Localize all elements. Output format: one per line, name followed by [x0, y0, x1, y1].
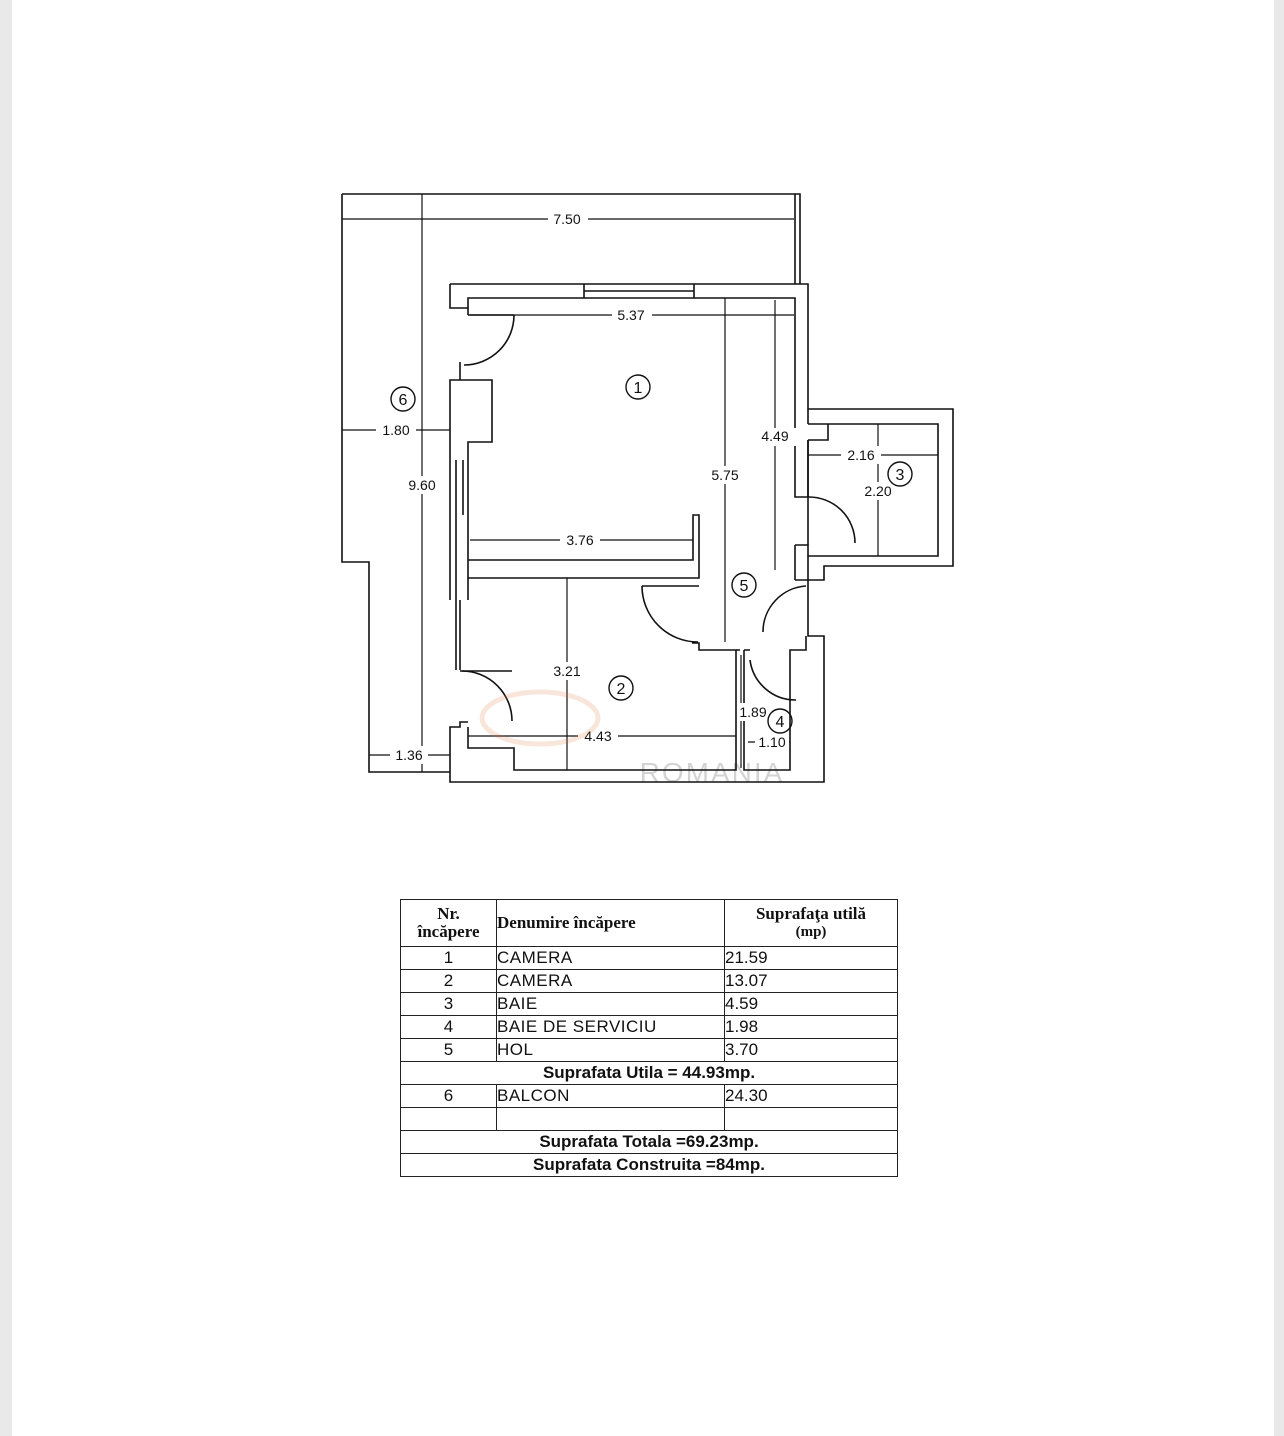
- header-name: Denumire încăpere: [497, 900, 725, 947]
- cell-name: CAMERA: [497, 947, 725, 970]
- room-marker: 3: [895, 467, 905, 484]
- dim-label: 2.20: [864, 483, 892, 499]
- dim-label: 1.80: [382, 422, 410, 438]
- cell-area: 24.30: [725, 1085, 898, 1108]
- header-area: [725, 900, 898, 947]
- room-marker: 6: [398, 392, 408, 409]
- room-marker: 4: [775, 714, 785, 731]
- summary-row: [401, 1154, 898, 1177]
- cell-area: 4.59: [725, 993, 898, 1016]
- room-marker: 1: [633, 380, 643, 397]
- cell-name: BALCON: [497, 1085, 725, 1108]
- dim-label: 4.43: [584, 728, 612, 744]
- dim-label: 3.21: [553, 663, 581, 679]
- table-row: [401, 993, 898, 1016]
- cell-nr: 6: [401, 1085, 497, 1108]
- dim-label: 3.76: [566, 532, 594, 548]
- cell-nr: 4: [401, 1016, 497, 1039]
- cell-nr: 3: [401, 993, 497, 1016]
- cell-area: 13.07: [725, 970, 898, 993]
- cell-area: 1.98: [725, 1016, 898, 1039]
- room-area-table: [400, 899, 898, 1177]
- dim-label: 1.10: [758, 734, 786, 750]
- cell-name: BAIE: [497, 993, 725, 1016]
- watermark-text: ROMANIA: [639, 757, 785, 788]
- dim-label: 2.16: [847, 447, 875, 463]
- cell-area: 3.70: [725, 1039, 898, 1062]
- summary-row: [401, 1131, 898, 1154]
- dim-label: 7.50: [553, 211, 581, 227]
- construita-total: Suprafata Construita =84mp.: [401, 1154, 898, 1177]
- room-marker: 5: [739, 578, 749, 595]
- summary-row: [401, 1062, 898, 1085]
- cell-nr: 2: [401, 970, 497, 993]
- table-row: [401, 970, 898, 993]
- cell-nr: 1: [401, 947, 497, 970]
- floor-plan: [12, 0, 1274, 880]
- cell-name: BAIE DE SERVICIU: [497, 1016, 725, 1039]
- dim-label: 5.37: [617, 307, 645, 323]
- header-area-title: Suprafaţa utilă: [755, 904, 867, 923]
- totala-total: Suprafata Totala =69.23mp.: [401, 1131, 898, 1154]
- table-row: [401, 1085, 898, 1108]
- dim-label: 4.49: [761, 428, 789, 444]
- table-row: [401, 947, 898, 970]
- cell-nr: 5: [401, 1039, 497, 1062]
- dim-label: 9.60: [408, 477, 436, 493]
- room-marker: 2: [616, 681, 626, 698]
- cell-name: [497, 1108, 725, 1131]
- cell-area: [725, 1108, 898, 1131]
- header-nr-line2: încăpere: [417, 922, 480, 941]
- document-page: [12, 0, 1274, 1436]
- header-nr: [401, 900, 497, 947]
- header-nr-line1: Nr.: [437, 904, 460, 923]
- table-row: [401, 1016, 898, 1039]
- cell-name: HOL: [497, 1039, 725, 1062]
- cell-name: CAMERA: [497, 970, 725, 993]
- cell-nr: [401, 1108, 497, 1131]
- header-area-unit: (mp): [795, 924, 827, 940]
- dim-label: 1.36: [395, 747, 423, 763]
- utila-total: Suprafata Utila = 44.93mp.: [401, 1062, 898, 1085]
- table-row: [401, 1039, 898, 1062]
- cell-area: 21.59: [725, 947, 898, 970]
- dim-label: 5.75: [711, 467, 739, 483]
- empty-row: [401, 1108, 898, 1131]
- dim-label: 1.89: [739, 704, 767, 720]
